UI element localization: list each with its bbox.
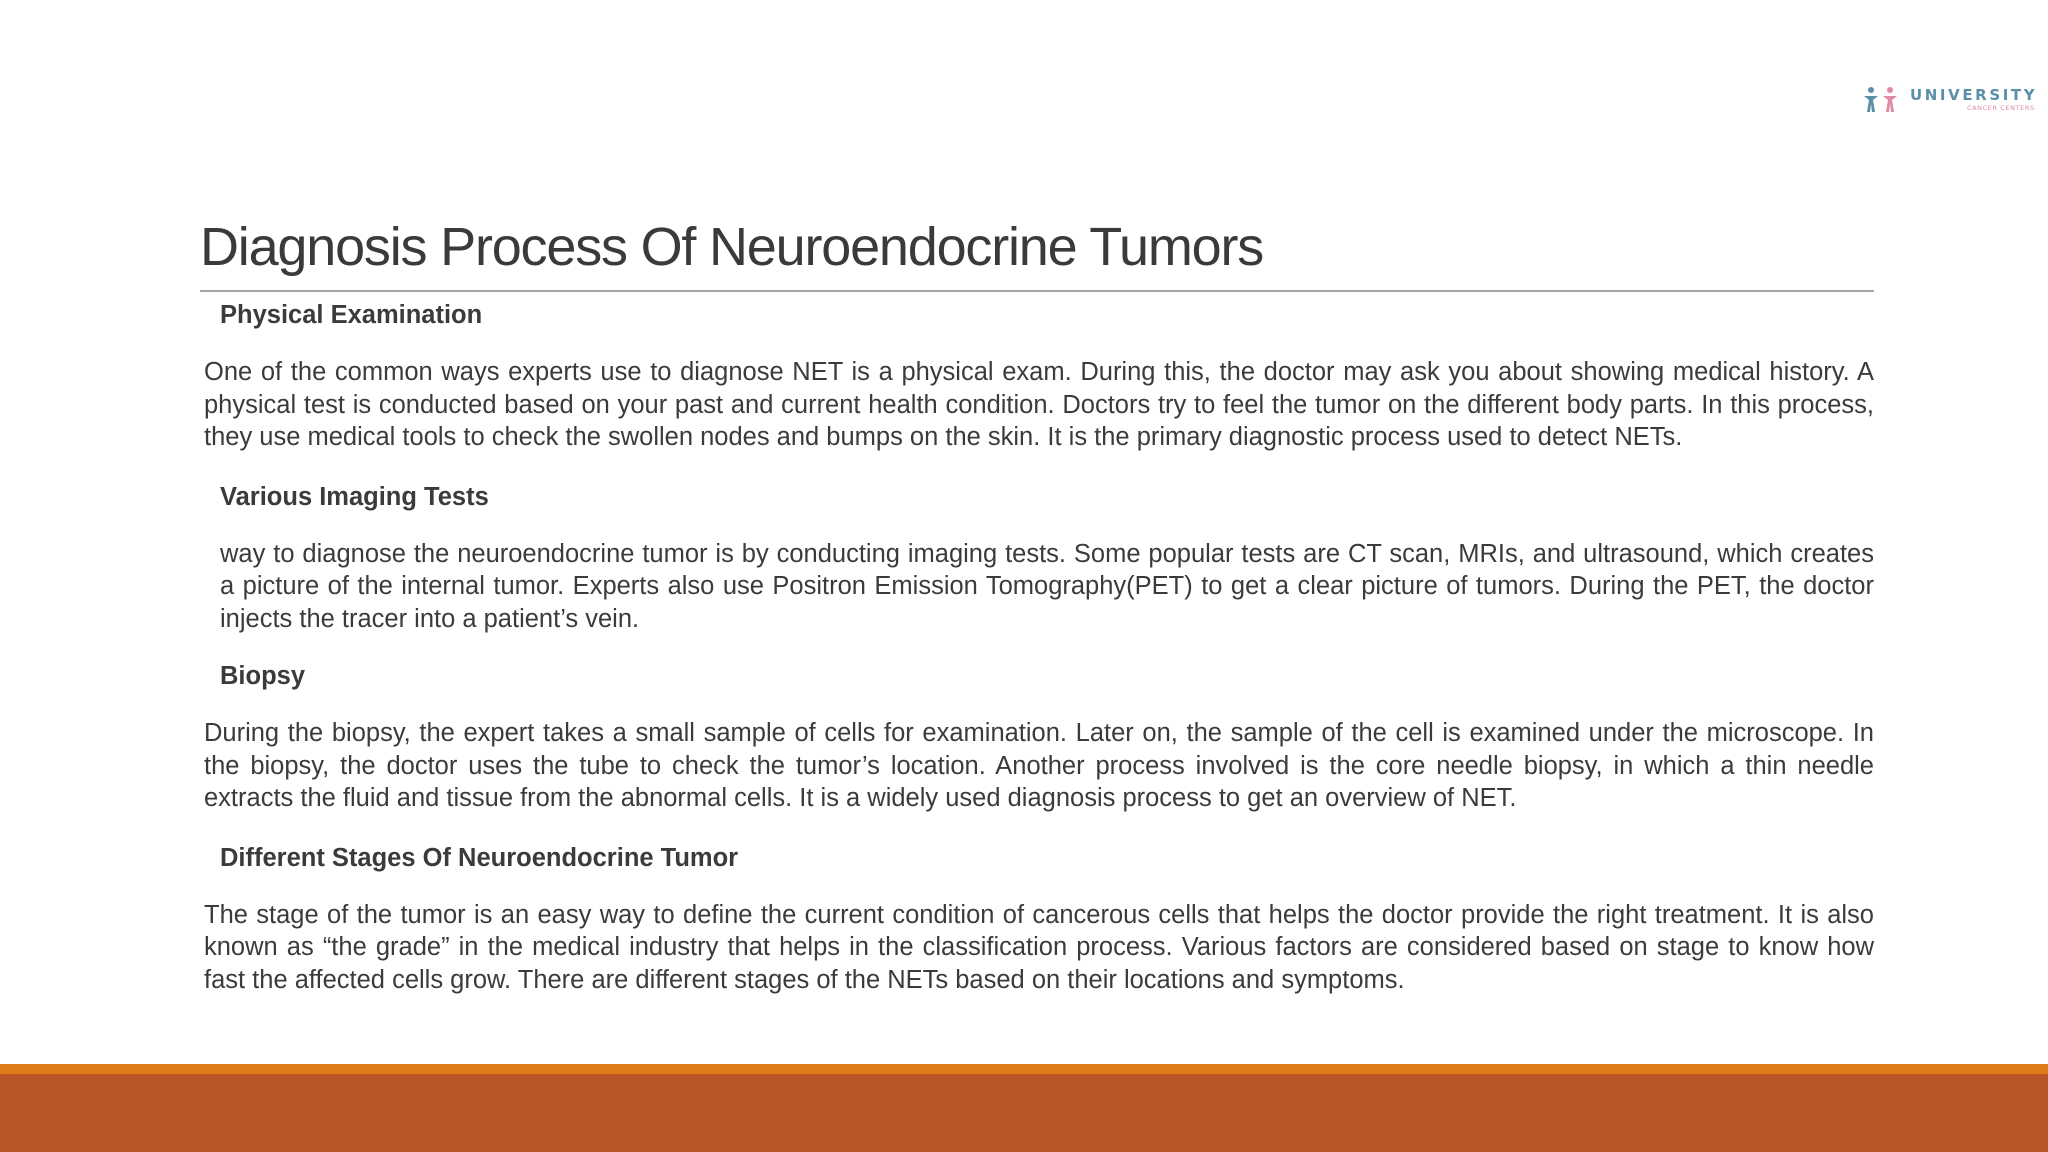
section-body-imaging-tests: way to diagnose the neuroendocrine tumor is by conducting imaging tests. Some popular tests are CT scan, MRIs, and ultrasound, which creates a picture of the internal tumor. Experts also use Positron Emission Tomography(PET) to get a clear picture of tumors. During the PET, the doctor injects the tracer into a patient’s vein. — [220, 539, 1874, 633]
logo-subtitle: CANCER CENTERS — [1967, 104, 2035, 112]
logo-wordmark: UNIVERSITY — [1910, 86, 2038, 104]
section-body-physical-examination: One of the common ways experts use to diagnose NET is a physical exam. During this, the doctor may ask you about showing medical history. A physical test is conducted based on your past and current health condition. Doctors try to feel the tumor on the different body parts. In this process, they use medical tools to check the swollen nodes and bumps on the skin. It is the primary diagnostic process used to detect NETs. — [204, 358, 1874, 451]
section-body-stages: The stage of the tumor is an easy way to define the current condition of cancerous cells that helps the doctor provide the right treatment. It is also known as “the grade” in the medical industry that helps in the classification process. Various factors are considered based on stage to know how fast the affected cells grow. There are different stages of the NETs based on their locations and symptoms. — [204, 900, 1874, 994]
footer-accent-stripe — [0, 1064, 2048, 1074]
section-heading-biopsy: Biopsy — [220, 662, 306, 690]
section-heading-imaging-tests: Various Imaging Tests — [220, 482, 489, 511]
section-body-biopsy: During the biopsy, the expert takes a small sample of cells for examination. Later on, the sample of the cell is examined under the microscope. In the biopsy, the doctor uses the tube to check the tumor’s location. Another process involved is the core needle biopsy, in which a thin needle extracts the fluid and tissue from the abnormal cells. It is a widely used diagnosis process to get an overview of NET. — [204, 719, 1874, 812]
university-cancer-centers-logo — [1862, 84, 2038, 116]
footer-bar — [0, 1074, 2048, 1152]
slide-content — [204, 296, 1874, 996]
slide-title: Diagnosis Process Of Neuroendocrine Tumors — [200, 217, 1264, 277]
people-figures-icon — [1862, 86, 1906, 114]
section-heading-physical-examination: Physical Examination — [220, 301, 483, 329]
section-heading-stages: Different Stages Of Neuroendocrine Tumor — [220, 843, 739, 872]
title-divider — [200, 290, 1874, 292]
